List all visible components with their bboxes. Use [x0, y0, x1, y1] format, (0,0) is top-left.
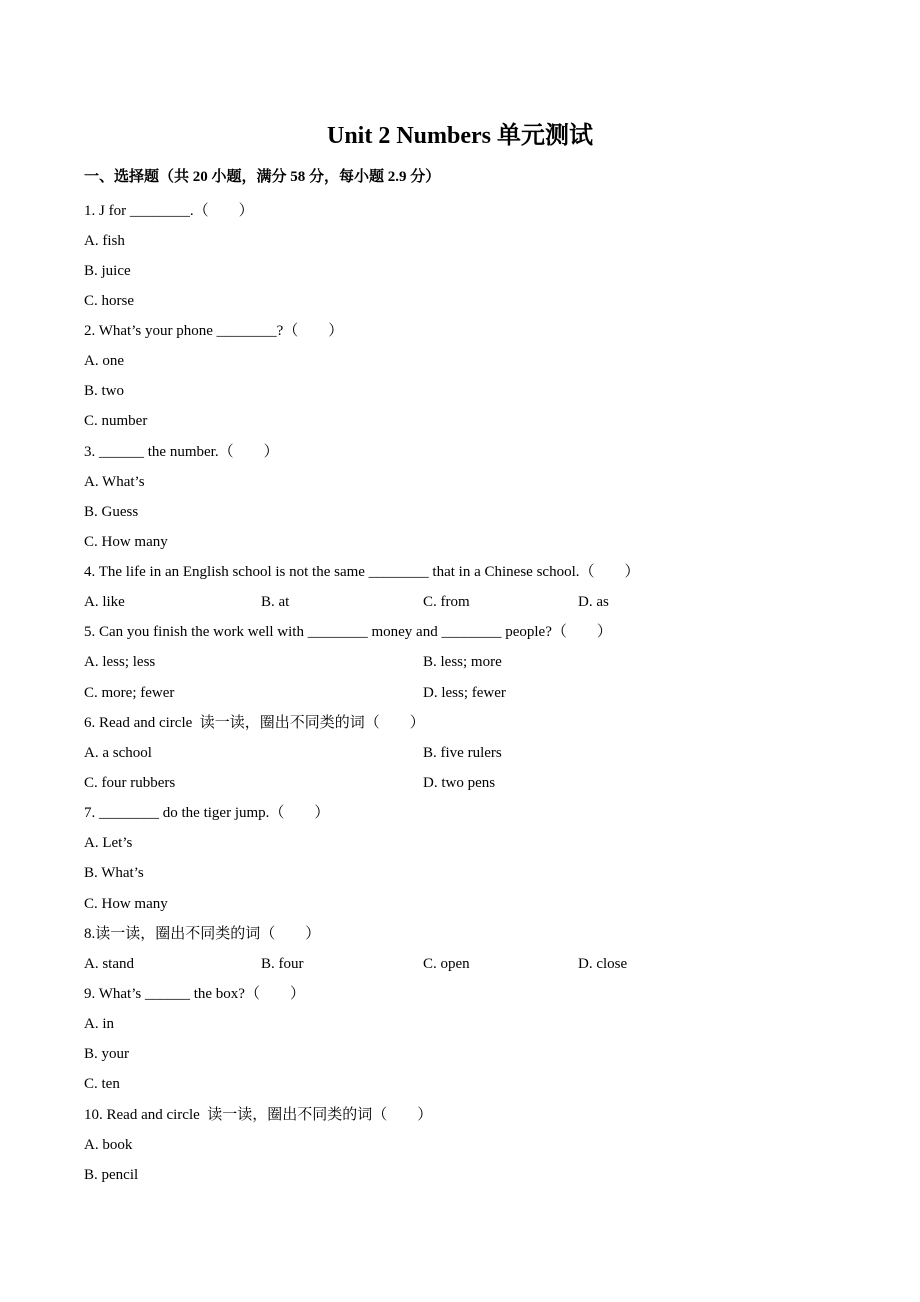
question-4-option-c[interactable]: C. from — [423, 594, 470, 610]
question-9-stem: 9. What’s ______ the box?（ ） — [84, 986, 305, 1002]
question-3-option-b[interactable]: B. Guess — [84, 504, 139, 520]
question-2-option-a[interactable]: A. one — [84, 353, 124, 369]
question-4-option-b[interactable]: B. at — [261, 594, 290, 610]
question-2-option-b[interactable]: B. two — [84, 383, 125, 399]
question-2-stem: 2. What’s your phone ________?（ ） — [84, 323, 344, 339]
question-8-option-d[interactable]: D. close — [578, 956, 628, 972]
question-3-option-c[interactable]: C. How many — [84, 534, 168, 550]
question-8-stem: 8.读一读，圈出不同类的词（ ） — [84, 926, 321, 942]
question-6-stem: 6. Read and circle 读一读，圈出不同类的词（ ） — [84, 715, 425, 731]
question-5-option-b[interactable]: B. less; more — [423, 654, 502, 670]
question-7-option-c[interactable]: C. How many — [84, 896, 168, 912]
page-title: Unit 2 Numbers 单元测试 — [326, 123, 593, 149]
question-5-option-c[interactable]: C. more; fewer — [84, 685, 175, 701]
question-6-option-a[interactable]: A. a school — [84, 745, 152, 761]
question-4-option-a[interactable]: A. like — [84, 594, 125, 610]
question-1-option-a[interactable]: A. fish — [84, 233, 125, 249]
question-8-option-b[interactable]: B. four — [261, 956, 304, 972]
question-7-stem: 7. ________ do the tiger jump.（ ） — [84, 805, 330, 821]
question-1-stem: 1. J for ________.（ ） — [84, 203, 254, 219]
question-9-option-b[interactable]: B. your — [84, 1046, 129, 1062]
question-10-option-a[interactable]: A. book — [84, 1137, 133, 1153]
question-6-option-c[interactable]: C. four rubbers — [84, 775, 176, 791]
question-8-option-a[interactable]: A. stand — [84, 956, 134, 972]
section-heading: 一、选择题（共 20 小题，满分 58 分，每小题 2.9 分） — [84, 169, 441, 185]
question-10-option-b[interactable]: B. pencil — [84, 1167, 139, 1183]
question-4-option-d[interactable]: D. as — [578, 594, 609, 610]
question-2-option-c[interactable]: C. number — [84, 413, 148, 429]
question-10-stem: 10. Read and circle 读一读，圈出不同类的词（ ） — [84, 1107, 433, 1123]
question-5-option-d[interactable]: D. less; fewer — [423, 685, 506, 701]
question-9-option-c[interactable]: C. ten — [84, 1076, 120, 1092]
question-5-option-a[interactable]: A. less; less — [84, 654, 156, 670]
question-3-option-a[interactable]: A. What’s — [84, 474, 145, 490]
question-7-option-b[interactable]: B. What’s — [84, 865, 144, 881]
question-6-option-d[interactable]: D. two pens — [423, 775, 496, 791]
question-4-stem: 4. The life in an English school is not the same ________ that in a Chinese school.（ ） — [84, 564, 640, 580]
question-1-option-b[interactable]: B. juice — [84, 263, 131, 279]
question-8-option-c[interactable]: C. open — [423, 956, 470, 972]
question-3-stem: 3. ______ the number.（ ） — [84, 444, 279, 460]
question-7-option-a[interactable]: A. Let’s — [84, 835, 133, 851]
question-1-option-c[interactable]: C. horse — [84, 293, 134, 309]
question-6-option-b[interactable]: B. five rulers — [423, 745, 502, 761]
question-9-option-a[interactable]: A. in — [84, 1016, 114, 1032]
question-5-stem: 5. Can you finish the work well with ________ money and ________ people?（ ） — [84, 624, 612, 640]
